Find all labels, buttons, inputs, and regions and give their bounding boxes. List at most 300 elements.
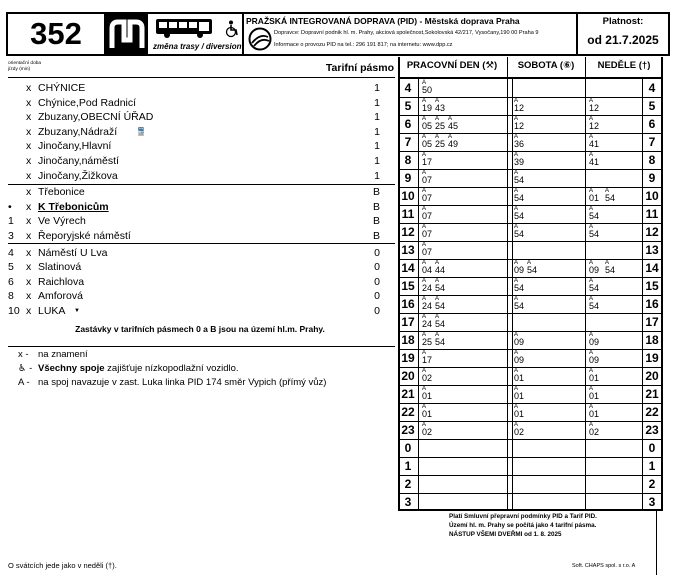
stop-name: Ve Výrech — [38, 215, 86, 228]
sunday-departure-minute: 02 — [589, 427, 600, 437]
stop-name: Jinočany,náměstí — [38, 155, 119, 167]
legend-key: ♿ - — [18, 363, 33, 374]
sunday-departure-minute: 54 — [589, 283, 600, 293]
trip-note-mark: A — [589, 224, 594, 230]
saturday-departure-minute: 54 — [514, 283, 525, 293]
saturday-departure-minute: 54 — [527, 265, 538, 275]
hour-label: 1 — [648, 459, 656, 473]
request-stop-mark: x — [26, 111, 32, 124]
diversion-label: změna trasy / diversion — [153, 42, 242, 51]
stop-name: Jinočany,Žižkova — [38, 169, 118, 182]
weekday-departure-minute: 44 — [435, 265, 446, 275]
trip-note-mark: A — [514, 206, 519, 212]
stop-row — [8, 110, 392, 125]
saturday-departure-minute: 54 — [514, 211, 525, 221]
weekday-departure-minute: 05 — [422, 121, 433, 131]
stop-zone: B — [372, 200, 380, 213]
weekday-departure-minute: 24 — [422, 283, 433, 293]
trip-note-mark: A — [514, 170, 519, 176]
sunday-departure-minute: 01 — [589, 373, 600, 383]
hour-divider — [398, 151, 662, 152]
trip-note-mark: A — [422, 188, 427, 194]
grid-line — [585, 57, 586, 511]
trip-note-mark: A — [422, 332, 427, 338]
hour-label: 19 — [401, 351, 415, 365]
stop-row — [8, 246, 392, 261]
hour-label: 22 — [645, 405, 659, 419]
sunday-departure-minute: 54 — [589, 229, 600, 239]
hour-label: 11 — [401, 207, 415, 221]
hour-label: 3 — [404, 495, 412, 509]
saturday-departure-minute: 12 — [514, 103, 525, 113]
stop-name: Chýnice,Pod Radnicí — [38, 96, 137, 109]
timetable-header — [6, 12, 670, 56]
trip-note-mark: A — [422, 260, 427, 266]
saturday-departure-minute: 01 — [514, 373, 525, 383]
trip-note-mark: A — [514, 278, 519, 284]
weekday-departure-minute: 07 — [422, 211, 433, 221]
travel-time: 8 — [8, 290, 14, 303]
stop-zone: B — [372, 230, 380, 242]
sunday-departure-minute: 54 — [605, 265, 616, 275]
weekday-departure-minute: 01 — [422, 409, 433, 419]
weekday-departure-minute: 02 — [422, 373, 433, 383]
hour-label: 19 — [645, 351, 659, 365]
stop-name: Raichlova — [38, 275, 85, 288]
trip-note-mark: A — [514, 188, 519, 194]
weekday-departure-minute: 50 — [422, 85, 433, 95]
stop-zone: 0 — [374, 275, 380, 288]
saturday-departure-minute: 54 — [514, 229, 525, 239]
weekday-departure-minute: 04 — [422, 265, 433, 275]
request-stop-mark: x — [26, 169, 32, 182]
trip-note-mark: A — [589, 188, 594, 194]
trip-note-mark: A — [435, 260, 440, 266]
hour-label: 2 — [648, 477, 656, 491]
stop-row — [8, 214, 392, 229]
sunday-departure-minute: 09 — [589, 265, 600, 275]
stop-name: Třebonice — [38, 186, 85, 199]
grid-line — [656, 511, 657, 575]
wheelchair-icon — [225, 20, 239, 38]
trip-note-mark: A — [589, 116, 594, 122]
hour-label: 11 — [645, 207, 659, 221]
sunday-departure-minute: 09 — [589, 355, 600, 365]
trip-note-mark: A — [422, 134, 427, 140]
trip-note-mark: A — [422, 314, 427, 320]
trip-note-mark: A — [422, 170, 427, 176]
travel-time-note: orientační doba jízdy (min) — [8, 61, 42, 72]
sunday-column-header: NEDĚLE (†) — [597, 60, 651, 71]
hour-label: 10 — [401, 189, 415, 203]
legend-key: A - — [18, 377, 30, 388]
trip-note-mark: A — [514, 368, 519, 374]
trip-note-mark: A — [422, 386, 427, 392]
hour-label: 5 — [404, 99, 412, 113]
travel-time: 5 — [8, 261, 14, 274]
hour-label: 12 — [645, 225, 659, 239]
hour-label: 2 — [404, 477, 412, 491]
hour-label: 21 — [645, 387, 659, 401]
zone-divider — [8, 243, 395, 244]
trip-note-mark: A — [422, 206, 427, 212]
saturday-departure-minute: 12 — [514, 121, 525, 131]
hour-label: 9 — [404, 171, 412, 185]
grid-bottom — [398, 509, 662, 511]
stop-row — [8, 200, 392, 215]
validity-date: od 21.7.2025 — [587, 33, 659, 47]
saturday-departure-minute: 09 — [514, 355, 525, 365]
hour-divider — [398, 475, 662, 476]
hour-divider — [398, 223, 662, 224]
saturday-departure-minute: 39 — [514, 157, 525, 167]
saturday-departure-minute: 09 — [514, 337, 525, 347]
hour-label: 10 — [645, 189, 659, 203]
travel-time: 3 — [8, 230, 14, 242]
hour-divider — [398, 241, 662, 242]
trip-note-mark: A — [422, 278, 427, 284]
sunday-departure-minute: 01 — [589, 193, 600, 203]
weekday-departure-minute: 17 — [422, 355, 433, 365]
hour-label: 9 — [648, 171, 656, 185]
stop-name: Jinočany,Hlavní — [38, 140, 112, 153]
weekday-departure-minute: 45 — [448, 121, 459, 131]
stop-zone: B — [372, 186, 380, 199]
trip-note-mark: A — [435, 278, 440, 284]
zone-divider — [8, 184, 395, 185]
stop-row — [8, 275, 392, 290]
stop-row — [8, 229, 392, 244]
request-stop-mark: x — [26, 200, 32, 213]
trip-note-mark: A — [589, 152, 594, 158]
stop-zone: 1 — [374, 111, 380, 124]
train-icon: 🚆 — [136, 126, 146, 136]
hour-label: 12 — [401, 225, 415, 239]
weekday-departure-minute: 02 — [422, 427, 433, 437]
operator-address: Dopravce: Dopravní podnik hl. m. Prahy, akciová společnost,Sokolovská 42/217, Vysočany,190 00 Praha 9 — [274, 30, 539, 36]
hour-divider — [398, 457, 662, 458]
trip-note-mark: A — [422, 350, 427, 356]
request-stop-mark: x — [26, 140, 32, 153]
trip-note-mark: A — [589, 134, 594, 140]
trip-note-mark: A — [514, 152, 519, 158]
hour-label: 18 — [645, 333, 659, 347]
hour-label: 4 — [648, 81, 656, 95]
request-stop-mark: x — [26, 230, 32, 242]
stop-name: Slatinová — [38, 261, 82, 274]
trip-note-mark: A — [448, 134, 453, 140]
tariff-footer-note: Platí Smluvní přepravní podmínky PID a Tarif PID. Území hl. m. Prahy se počítá jako 4 tarifní pásma. NÁSTUP VŠEMI DVEŘMI od 1. 8. 2025 — [449, 513, 597, 538]
sunday-departure-minute: 41 — [589, 157, 600, 167]
hour-divider — [398, 367, 662, 368]
hour-label: 16 — [645, 297, 659, 311]
legend-text — [38, 363, 383, 375]
trip-note-mark: A — [422, 116, 427, 122]
saturday-departure-minute: 01 — [514, 409, 525, 419]
trip-note-mark: A — [435, 332, 440, 338]
hour-divider — [398, 421, 662, 422]
saturday-departure-minute: 02 — [514, 427, 525, 437]
hour-label: 23 — [645, 423, 659, 437]
trip-note-mark: A — [422, 368, 427, 374]
trip-note-mark: A — [422, 98, 427, 104]
software-credit: Soft. CHAPS spol. s r.o. A — [572, 563, 636, 569]
validity-label: Platnost: — [602, 16, 644, 27]
trip-note-mark: A — [448, 116, 453, 122]
hour-label: 8 — [648, 153, 656, 167]
bus-stop-logo-icon — [106, 14, 148, 54]
trip-note-mark: A — [422, 152, 427, 158]
stop-row — [8, 154, 392, 169]
weekday-departure-minute: 49 — [448, 139, 459, 149]
request-stop-mark: x — [26, 155, 32, 167]
operator-info: Informace o provozu PID na tel.: 296 191 817; na internetu: www.dpp.cz — [274, 42, 453, 48]
hour-label: 13 — [401, 243, 415, 257]
hour-label: 20 — [401, 369, 415, 383]
travel-time: 4 — [8, 246, 14, 259]
header-divider — [398, 77, 662, 79]
trip-note-mark: A — [514, 332, 519, 338]
stop-zone: 1 — [374, 155, 380, 167]
sunday-departure-minute: 41 — [589, 139, 600, 149]
weekday-departure-minute: 05 — [422, 139, 433, 149]
sunday-departure-minute: 54 — [589, 301, 600, 311]
stop-row — [8, 96, 392, 111]
hour-label: 17 — [401, 315, 415, 329]
hour-divider — [398, 385, 662, 386]
trip-note-mark: A — [605, 260, 610, 266]
trip-note-mark: A — [589, 386, 594, 392]
weekday-departure-minute: 19 — [422, 103, 433, 113]
weekday-departure-minute: 25 — [435, 139, 446, 149]
stop-row — [8, 185, 392, 200]
trip-note-mark: A — [589, 206, 594, 212]
weekday-departure-minute: 07 — [422, 229, 433, 239]
saturday-column-header: SOBOTA (⑥) — [517, 60, 575, 71]
saturday-departure-minute: 01 — [514, 391, 525, 401]
travel-time: • — [8, 200, 12, 213]
travel-time: 6 — [8, 275, 14, 288]
stop-row — [8, 304, 392, 319]
stop-zone: 1 — [374, 169, 380, 182]
request-stop-mark: x — [26, 290, 32, 303]
legend-desc: zajišťuje nízkopodlažní vozidlo. — [104, 363, 239, 374]
request-stop-mark: x — [26, 275, 32, 288]
hour-label: 15 — [401, 279, 415, 293]
stop-row — [8, 260, 392, 275]
trip-note-mark: A — [422, 296, 427, 302]
stop-row — [8, 289, 392, 304]
saturday-departure-minute: 09 — [514, 265, 525, 275]
stop-name: LUKA — [38, 305, 66, 317]
weekday-departure-minute: 24 — [422, 319, 433, 329]
weekday-column-header: PRACOVNÍ DEN (⚒) — [406, 60, 498, 71]
route-number: 352 — [8, 14, 106, 54]
trip-note-mark: A — [527, 260, 532, 266]
trip-note-mark: A — [589, 350, 594, 356]
stop-name: Zbuzany,OBECNÍ ÚŘAD — [38, 111, 154, 124]
weekday-departure-minute: 17 — [422, 157, 433, 167]
weekday-departure-minute: 54 — [435, 337, 446, 347]
hour-divider — [398, 439, 662, 440]
request-stop-mark: x — [26, 215, 32, 228]
stop-name: K Třebonicům — [38, 200, 109, 213]
trip-note-mark: A — [589, 422, 594, 428]
validity-box — [578, 14, 668, 54]
stop-row — [8, 125, 392, 140]
stop-zone: 0 — [374, 246, 380, 259]
weekday-departure-minute: 07 — [422, 247, 433, 257]
stop-zone: 1 — [374, 96, 380, 109]
saturday-departure-minute: 54 — [514, 175, 525, 185]
hour-divider — [398, 205, 662, 206]
weekday-departure-minute: 25 — [422, 337, 433, 347]
stop-zone: 0 — [374, 261, 380, 274]
trip-note-mark: A — [514, 422, 519, 428]
pid-logo-icon — [248, 27, 272, 51]
hour-label: 23 — [401, 423, 415, 437]
stop-zone: 0 — [374, 290, 380, 303]
request-stop-mark: x — [26, 246, 32, 259]
diversion-box — [149, 14, 244, 54]
hour-label: 7 — [404, 135, 412, 149]
divider — [8, 346, 395, 347]
request-stop-mark: x — [26, 186, 32, 199]
hour-label: 3 — [648, 495, 656, 509]
hour-label: 14 — [401, 261, 415, 275]
divider — [8, 77, 395, 78]
grid-line — [507, 57, 508, 511]
stop-name: Zbuzany,Nádraží — [38, 125, 118, 138]
zones-note: Zastávky v tarifních pásmech 0 a B jsou na území hl.m. Prahy. — [75, 324, 325, 334]
trip-note-mark: A — [589, 278, 594, 284]
sunday-departure-minute: 54 — [605, 193, 616, 203]
stop-zone: B — [372, 215, 380, 228]
saturday-departure-minute: 36 — [514, 139, 525, 149]
legend-desc: na znamení — [38, 349, 88, 360]
weekday-departure-minute: 54 — [435, 319, 446, 329]
hour-label: 7 — [648, 135, 656, 149]
trip-note-mark: A — [589, 404, 594, 410]
saturday-departure-minute: 54 — [514, 301, 525, 311]
request-stop-mark: x — [26, 82, 32, 94]
request-stop-mark: x — [26, 261, 32, 274]
trip-note-mark: A — [589, 260, 594, 266]
hour-label: 5 — [648, 99, 656, 113]
hour-divider — [398, 403, 662, 404]
stop-row — [8, 81, 392, 96]
hour-divider — [398, 349, 662, 350]
hour-label: 6 — [648, 117, 656, 131]
hour-label: 15 — [645, 279, 659, 293]
weekday-departure-minute: 07 — [422, 175, 433, 185]
trip-note-mark: A — [589, 332, 594, 338]
weekday-departure-minute: 43 — [435, 103, 446, 113]
sunday-departure-minute: 12 — [589, 121, 600, 131]
weekday-departure-minute: 54 — [435, 301, 446, 311]
operator-title: PRAŽSKÁ INTEGROVANÁ DOPRAVA (PID) - Městská doprava Praha — [246, 16, 520, 26]
trip-note-mark: A — [422, 422, 427, 428]
trip-note-mark: A — [514, 116, 519, 122]
hour-label: 17 — [645, 315, 659, 329]
hour-label: 1 — [404, 459, 412, 473]
hour-label: 18 — [401, 333, 415, 347]
hour-label: 16 — [401, 297, 415, 311]
legend-bold: Všechny spoje — [38, 363, 105, 374]
trip-note-mark: A — [589, 98, 594, 104]
trip-note-mark: A — [435, 134, 440, 140]
request-stop-mark: x — [26, 305, 32, 317]
trip-note-mark: A — [435, 116, 440, 122]
stop-zone: 1 — [374, 140, 380, 153]
hour-label: 8 — [404, 153, 412, 167]
stop-name: Náměstí U Lva — [38, 246, 108, 259]
hour-label: 22 — [401, 405, 415, 419]
legend-text — [38, 349, 383, 361]
stop-name: CHÝNICE — [38, 82, 86, 94]
hour-label: 14 — [645, 261, 659, 275]
weekday-departure-minute: 25 — [435, 121, 446, 131]
hour-label: 20 — [645, 369, 659, 383]
weekday-departure-minute: 54 — [435, 283, 446, 293]
trip-note-mark: A — [514, 350, 519, 356]
holiday-note: O svátcích jede jako v neděli (†). — [8, 561, 117, 570]
trip-note-mark: A — [422, 242, 427, 248]
hour-label: 0 — [648, 441, 656, 455]
trip-note-mark: A — [514, 98, 519, 104]
sunday-departure-minute: 54 — [589, 211, 600, 221]
hour-divider — [398, 493, 662, 494]
trip-note-mark: A — [589, 296, 594, 302]
hour-label: 21 — [401, 387, 415, 401]
bus-icon — [155, 17, 221, 39]
trip-note-mark: A — [514, 404, 519, 410]
legend-desc: na spoj navazuje v zast. Luka linka PID 174 směr Vypich (přímý vůz) — [38, 377, 327, 388]
sunday-departure-minute: 12 — [589, 103, 600, 113]
stop-row — [8, 169, 392, 184]
weekday-departure-minute: 24 — [422, 301, 433, 311]
trip-note-mark: A — [589, 368, 594, 374]
hour-divider — [398, 187, 662, 188]
weekday-departure-minute: 07 — [422, 193, 433, 203]
trip-note-mark: A — [422, 224, 427, 230]
trip-note-mark: A — [435, 314, 440, 320]
metro-icon: ▼ — [74, 308, 80, 314]
trip-note-mark: A — [514, 260, 519, 266]
hour-divider — [398, 169, 662, 170]
travel-time: 1 — [8, 215, 14, 228]
sunday-departure-minute: 09 — [589, 337, 600, 347]
operator-box — [246, 14, 578, 54]
trip-note-mark: A — [514, 296, 519, 302]
stop-row — [8, 139, 392, 154]
trip-note-mark: A — [422, 80, 427, 86]
request-stop-mark: x — [26, 125, 32, 138]
weekday-departure-minute: 01 — [422, 391, 433, 401]
trip-note-mark: A — [514, 224, 519, 230]
stop-zone: 1 — [374, 125, 380, 138]
trip-note-mark: A — [605, 188, 610, 194]
trip-note-mark: A — [422, 404, 427, 410]
trip-note-mark: A — [435, 98, 440, 104]
trip-note-mark: A — [514, 134, 519, 140]
stop-name: Amforová — [38, 290, 83, 303]
legend-text — [38, 377, 383, 389]
hour-label: 0 — [404, 441, 412, 455]
tariff-zone-header: Tarifní pásmo — [325, 62, 394, 74]
hour-label: 13 — [645, 243, 659, 257]
request-stop-mark: x — [26, 96, 32, 109]
